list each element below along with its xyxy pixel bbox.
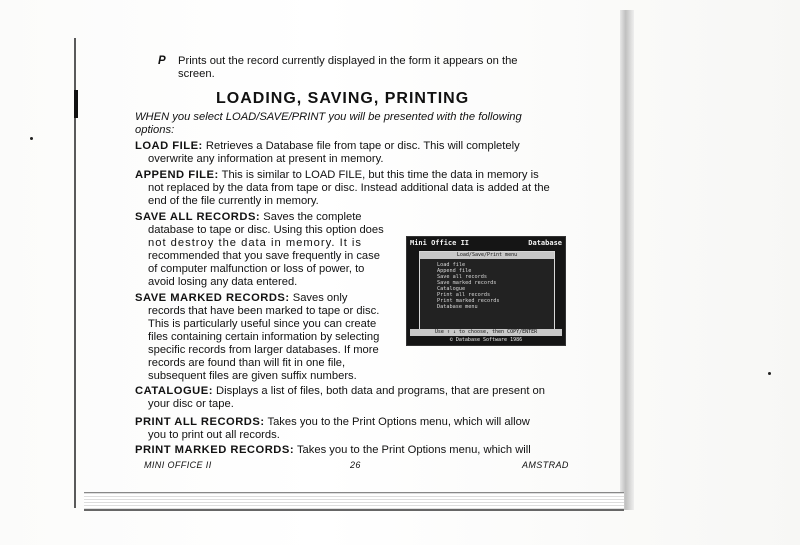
print-all-term: PRINT ALL RECORDS: [135, 416, 265, 428]
save-marked-line-5: specific records from larger databases. If more [148, 344, 379, 356]
footer-right: AMSTRAD [522, 460, 569, 470]
load-file-term: LOAD FILE: [135, 140, 203, 152]
save-all-entry [135, 211, 362, 224]
load-file-line-1: Retrieves a Database file from tape or disc. This will completely [205, 140, 520, 152]
section-heading: LOADING, SAVING, PRINTING [216, 90, 470, 107]
catalogue-term: CATALOGUE: [135, 385, 213, 397]
screenshot-menu-item: Database menu [437, 304, 478, 310]
save-marked-line-7: subsequent files are given suffix numbers. [148, 370, 357, 382]
save-all-line-4: recommended that you save frequently in case [148, 250, 380, 262]
append-file-term: APPEND FILE: [135, 169, 219, 181]
save-all-line-5: of computer malfunction or loss of power, to [148, 263, 365, 275]
screenshot-menu-item: Load file [437, 262, 466, 268]
load-file-entry [135, 140, 520, 153]
save-all-line-2: database to tape or disc. Using this option does [148, 224, 384, 236]
p-item-line-1: Prints out the record currently displayed in the form it appears on the [178, 55, 518, 67]
print-marked-line-1: Takes you to the Print Options menu, which will [296, 444, 531, 456]
print-all-entry [135, 416, 530, 429]
screenshot-menu-header: Load/Save/Print menu [420, 252, 554, 259]
footer-left: MINI OFFICE II [144, 460, 212, 470]
intro-line-1: WHEN you select LOAD/SAVE/PRINT you will be presented with the following [135, 111, 522, 123]
page-bottom-edge [84, 492, 624, 511]
screenshot-title-left: Mini Office II [410, 239, 470, 247]
screenshot-menu-box [419, 251, 555, 331]
save-marked-term: SAVE MARKED RECORDS: [135, 292, 290, 304]
print-marked-entry [135, 444, 531, 457]
save-marked-line-2: records that have been marked to tape or disc. [148, 305, 380, 317]
catalogue-line-2: your disc or tape. [148, 398, 234, 410]
save-all-line-3: not destroy the data in memory. It is [148, 237, 363, 249]
print-all-line-1: Takes you to the Print Options menu, which will allow [267, 416, 530, 428]
p-item-line-2: screen. [178, 68, 215, 80]
save-marked-line-4: files containing certain information by selecting [148, 331, 380, 343]
screenshot-copyright: © Database Software 1986 [449, 337, 523, 343]
save-all-term: SAVE ALL RECORDS: [135, 211, 261, 223]
print-all-line-2: you to print out all records. [148, 429, 280, 441]
print-marked-term: PRINT MARKED RECORDS: [135, 444, 295, 456]
save-marked-line-1: Saves only [292, 292, 348, 304]
screenshot-menu-list [437, 262, 499, 310]
p-key-label: P [158, 55, 166, 67]
intro-line-2: options: [135, 124, 175, 136]
save-all-line-1: Saves the complete [263, 211, 362, 223]
save-marked-line-6: records are found than will fit in one file, [148, 357, 346, 369]
append-file-line-1: This is similar to LOAD FILE, but this time the data in memory is [221, 169, 539, 181]
scan-speck [768, 372, 771, 375]
screenshot-title-right: Database [528, 239, 562, 247]
screenshot-menu-item: Save marked records [437, 280, 497, 286]
scan-speck [30, 137, 33, 140]
screenshot-menu-item: Print all records [437, 292, 491, 298]
page-left-edge-mark [74, 90, 78, 118]
screenshot-status-bar: Use ↑ ↓ to choose, then COPY/ENTER [410, 329, 562, 336]
screenshot-menu-item: Append file [437, 268, 472, 274]
save-all-line-6: avoid losing any data entered. [148, 276, 298, 288]
append-file-line-3: end of the file currently in memory. [148, 195, 319, 207]
screenshot-menu-item: Catalogue [437, 286, 466, 292]
load-file-line-2: overwrite any information at present in memory. [148, 153, 384, 165]
append-file-line-2: not replaced by the data from tape or disc. Instead additional data is added at the [148, 182, 550, 194]
program-screenshot [406, 236, 566, 346]
catalogue-line-1: Displays a list of files, both data and programs, that are present on [216, 385, 545, 397]
save-marked-line-3: This is particularly useful since you can create [148, 318, 377, 330]
screenshot-menu-item: Print marked records [437, 298, 500, 304]
footer-page-number: 26 [350, 460, 361, 470]
append-file-entry [135, 169, 539, 182]
page-right-edge-shadow [620, 10, 634, 510]
save-marked-entry [135, 292, 347, 305]
screenshot-title-bar [410, 239, 562, 248]
catalogue-entry [135, 385, 545, 398]
screenshot-menu-item: Save all records [437, 274, 487, 280]
